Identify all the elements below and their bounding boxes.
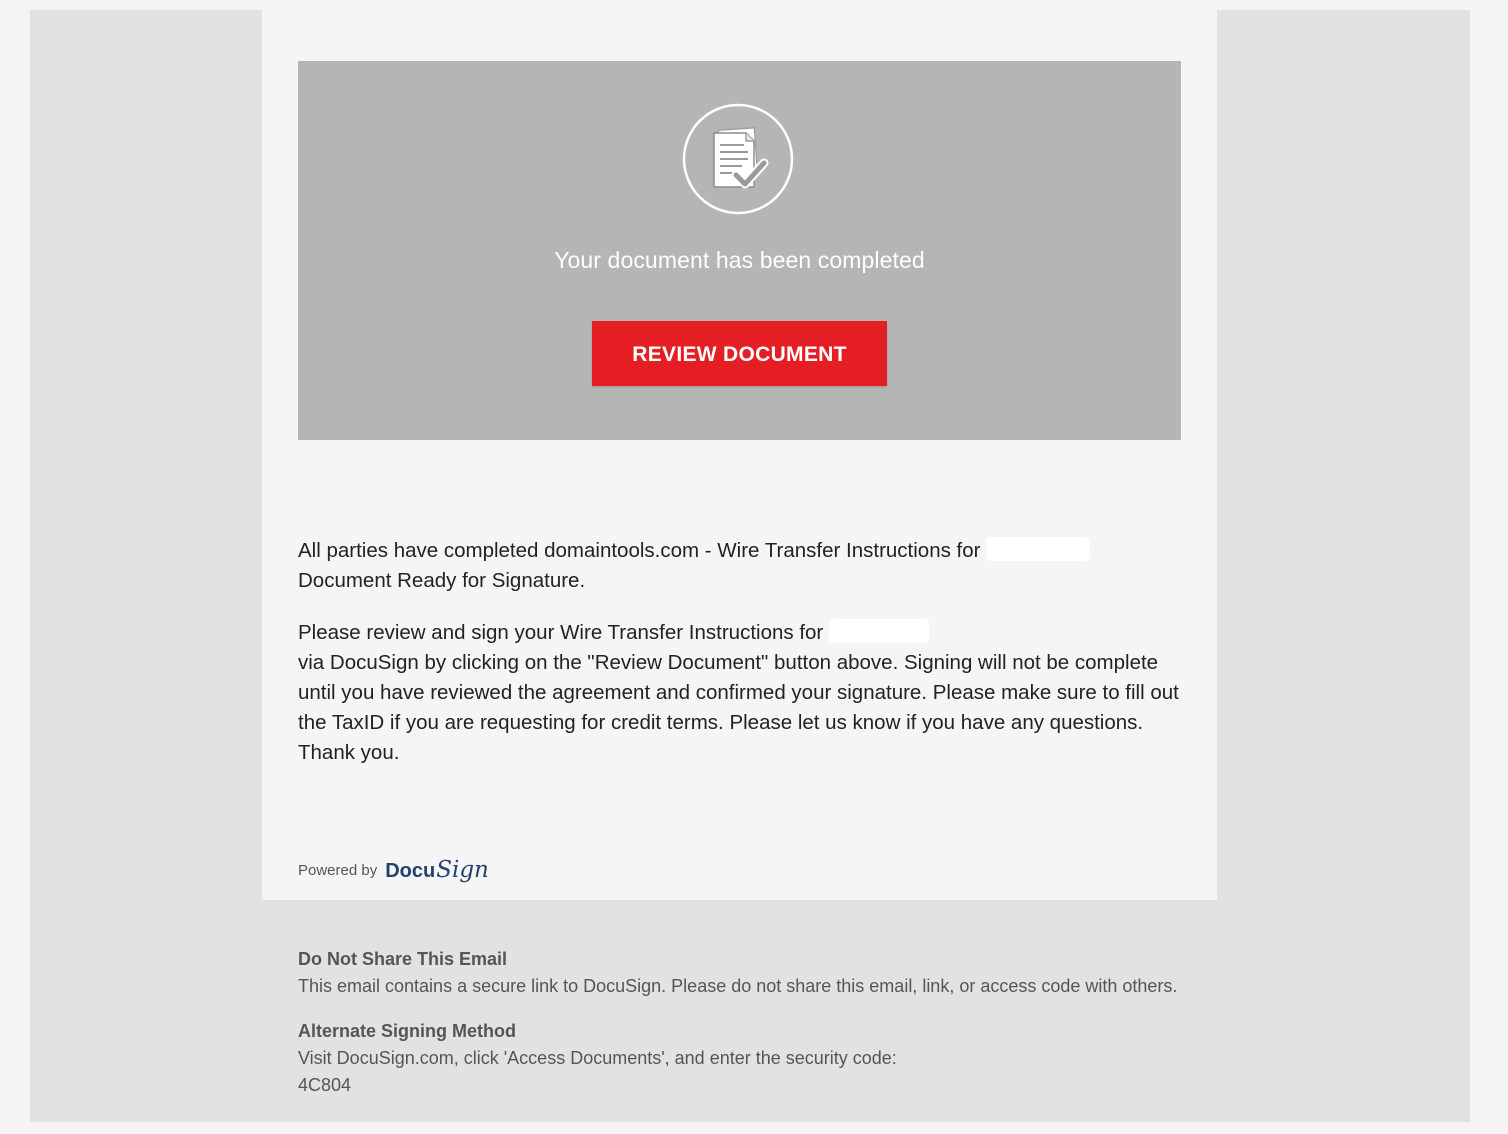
alternate-signing-title: Alternate Signing Method <box>298 1021 516 1041</box>
powered-by <box>298 850 489 890</box>
completion-line-cont: Document Ready for Signature. <box>298 569 586 592</box>
email-body <box>298 536 1188 790</box>
do-not-share-text: This email contains a secure link to DocuSign. Please do not share this email, link, or access code with others. <box>298 976 1178 996</box>
completion-banner <box>298 61 1181 440</box>
document-check-icon <box>682 103 794 215</box>
docusign-logo-sign: Sign <box>436 857 489 883</box>
instructions-paragraph <box>298 618 1188 768</box>
review-document-button[interactable]: REVIEW DOCUMENT <box>592 321 887 386</box>
alternate-signing-instructions: Visit DocuSign.com, click 'Access Documents', and enter the security code: <box>298 1048 897 1068</box>
completion-line: All parties have completed domaintools.com - Wire Transfer Instructions for <box>298 539 981 562</box>
instructions-rest: via DocuSign by clicking on the "Review Document" button above. Signing will not be complete until you have reviewed the agreement and confirmed your signature. Please make sure to fill out the TaxID if you are requesting for credit terms. Please let us know if you have any questions. Thank you. <box>298 651 1179 764</box>
email-footer <box>298 946 1198 1099</box>
completion-message: Your document has been completed <box>554 247 925 273</box>
email-card <box>262 10 1217 900</box>
email-background <box>30 10 1470 1122</box>
redacted-recipient <box>986 537 1090 561</box>
powered-by-label: Powered by <box>298 861 378 879</box>
instructions-start: Please review and sign your Wire Transfer Instructions for <box>298 621 824 644</box>
alternate-signing-text <box>298 1045 1198 1099</box>
do-not-share-title: Do Not Share This Email <box>298 949 508 969</box>
docusign-logo <box>385 857 489 883</box>
completion-paragraph <box>298 536 1188 596</box>
redacted-recipient-2 <box>829 619 929 643</box>
docusign-logo-docu: Docu <box>385 860 436 882</box>
security-code: 4C804 <box>298 1075 352 1095</box>
